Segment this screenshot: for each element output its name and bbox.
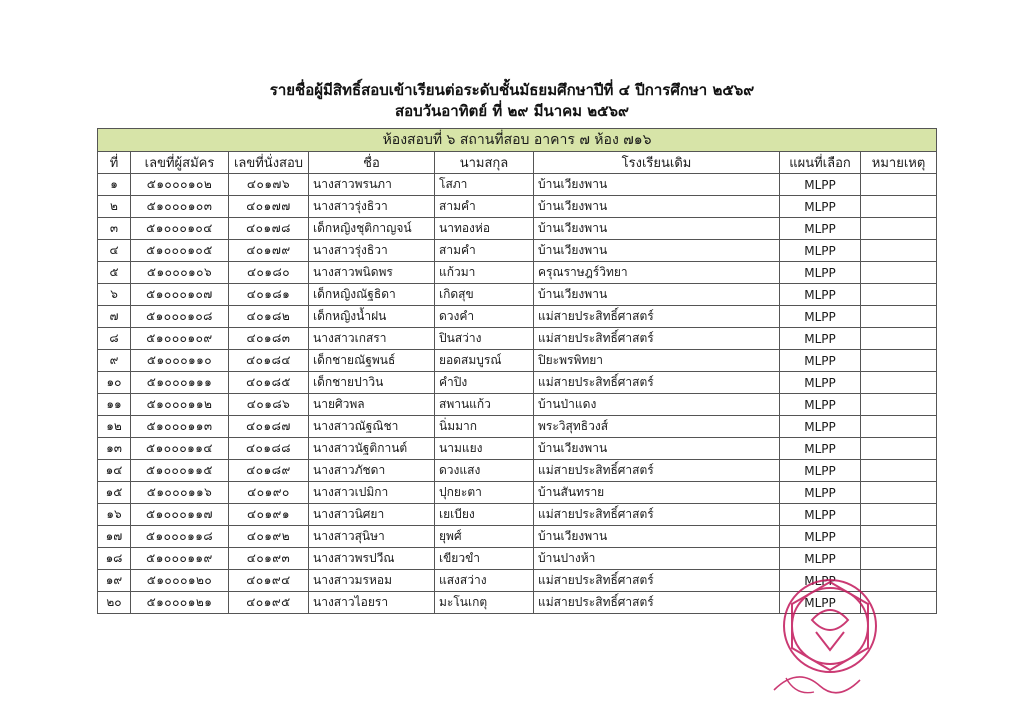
- selected-plan-cell: MLPP: [780, 328, 861, 350]
- table-row: [98, 438, 937, 460]
- seat-number-cell: ๔๐๑๘๐: [229, 262, 309, 284]
- previous-school-cell: บ้านป่าแดง: [534, 394, 780, 416]
- surname-cell: นาทองห่อ: [435, 218, 534, 240]
- note-cell: [861, 504, 937, 526]
- row-number-cell: ๑๙: [98, 570, 131, 592]
- note-cell: [861, 284, 937, 306]
- applicant-number-cell: ๕๑๐๐๐๑๐๒: [131, 174, 229, 196]
- row-number-cell: ๑๗: [98, 526, 131, 548]
- surname-cell: แสงสว่าง: [435, 570, 534, 592]
- applicant-number-cell: ๕๑๐๐๐๑๑๒: [131, 394, 229, 416]
- row-number-cell: ๑๔: [98, 460, 131, 482]
- table-row: [98, 372, 937, 394]
- selected-plan-cell: MLPP: [780, 218, 861, 240]
- table-row: [98, 262, 937, 284]
- previous-school-cell: บ้านปางห้า: [534, 548, 780, 570]
- applicant-number-cell: ๕๑๐๐๐๑๐๗: [131, 284, 229, 306]
- selected-plan-cell: MLPP: [780, 372, 861, 394]
- surname-cell: เขียวขำ: [435, 548, 534, 570]
- column-header-applicant-no: เลขที่ผู้สมัคร: [131, 152, 229, 174]
- candidate-table: [97, 128, 937, 614]
- selected-plan-cell: MLPP: [780, 174, 861, 196]
- first-name-cell: นายศิวพล: [309, 394, 435, 416]
- applicant-number-cell: ๕๑๐๐๐๑๑๔: [131, 438, 229, 460]
- note-cell: [861, 438, 937, 460]
- row-number-cell: ๗: [98, 306, 131, 328]
- seat-number-cell: ๔๐๑๘๒: [229, 306, 309, 328]
- seat-number-cell: ๔๐๑๘๔: [229, 350, 309, 372]
- surname-cell: ดวงคำ: [435, 306, 534, 328]
- note-cell: [861, 482, 937, 504]
- applicant-number-cell: ๕๑๐๐๐๑๑๘: [131, 526, 229, 548]
- previous-school-cell: แม่สายประสิทธิ์ศาสตร์: [534, 592, 780, 614]
- applicant-number-cell: ๕๑๐๐๐๑๐๙: [131, 328, 229, 350]
- applicant-number-cell: ๕๑๐๐๐๑๑๐: [131, 350, 229, 372]
- room-title: ห้องสอบที่ ๖ สถานที่สอบ อาคาร ๗ ห้อง ๗๑๖: [98, 129, 937, 152]
- row-number-cell: ๒๐: [98, 592, 131, 614]
- selected-plan-cell: MLPP: [780, 394, 861, 416]
- first-name-cell: เด็กชายปาวิน: [309, 372, 435, 394]
- applicant-number-cell: ๕๑๐๐๐๑๑๑: [131, 372, 229, 394]
- exam-date: สอบวันอาทิตย์ ที่ ๒๙ มีนาคม ๒๕๖๙: [394, 102, 630, 120]
- seat-number-cell: ๔๐๑๙๒: [229, 526, 309, 548]
- table-row: [98, 394, 937, 416]
- previous-school-cell: แม่สายประสิทธิ์ศาสตร์: [534, 328, 780, 350]
- row-number-cell: ๒: [98, 196, 131, 218]
- first-name-cell: นางสาวรุ่งธิวา: [309, 196, 435, 218]
- previous-school-cell: บ้านเวียงพาน: [534, 240, 780, 262]
- table-row: [98, 328, 937, 350]
- surname-cell: นิ่มมาก: [435, 416, 534, 438]
- column-header-note: หมายเหตุ: [861, 152, 937, 174]
- seat-number-cell: ๔๐๑๗๗: [229, 196, 309, 218]
- table-row: [98, 570, 937, 592]
- previous-school-cell: บ้านเวียงพาน: [534, 196, 780, 218]
- selected-plan-cell: MLPP: [780, 504, 861, 526]
- previous-school-cell: บ้านเวียงพาน: [534, 438, 780, 460]
- selected-plan-cell: MLPP: [780, 284, 861, 306]
- selected-plan-cell: MLPP: [780, 306, 861, 328]
- surname-cell: โสภา: [435, 174, 534, 196]
- note-cell: [861, 196, 937, 218]
- note-cell: [861, 306, 937, 328]
- note-cell: [861, 592, 937, 614]
- table-row: [98, 592, 937, 614]
- surname-cell: คำปิง: [435, 372, 534, 394]
- first-name-cell: นางสาวนิศยา: [309, 504, 435, 526]
- note-cell: [861, 262, 937, 284]
- surname-cell: เยเบียง: [435, 504, 534, 526]
- previous-school-cell: บ้านเวียงพาน: [534, 174, 780, 196]
- document-title: รายชื่อผู้มีสิทธิ์สอบเข้าเรียนต่อระดับชั้นมัธยมศึกษาปีที่ ๔ ปีการศึกษา ๒๕๖๙: [269, 81, 755, 99]
- row-number-cell: ๕: [98, 262, 131, 284]
- first-name-cell: นางสาวพรปวีณ: [309, 548, 435, 570]
- previous-school-cell: บ้านเวียงพาน: [534, 284, 780, 306]
- applicant-number-cell: ๕๑๐๐๐๑๑๙: [131, 548, 229, 570]
- note-cell: [861, 240, 937, 262]
- selected-plan-cell: MLPP: [780, 240, 861, 262]
- seat-number-cell: ๔๐๑๗๖: [229, 174, 309, 196]
- row-number-cell: ๑๘: [98, 548, 131, 570]
- selected-plan-cell: MLPP: [780, 592, 861, 614]
- seat-number-cell: ๔๐๑๙๑: [229, 504, 309, 526]
- first-name-cell: เด็กชายณัฐพนธ์: [309, 350, 435, 372]
- surname-cell: สามคำ: [435, 240, 534, 262]
- previous-school-cell: แม่สายประสิทธิ์ศาสตร์: [534, 372, 780, 394]
- note-cell: [861, 350, 937, 372]
- note-cell: [861, 526, 937, 548]
- table-row: [98, 196, 937, 218]
- table-row: [98, 174, 937, 196]
- selected-plan-cell: MLPP: [780, 570, 861, 592]
- surname-cell: เกิดสุข: [435, 284, 534, 306]
- row-number-cell: ๑๒: [98, 416, 131, 438]
- table-row: [98, 460, 937, 482]
- surname-cell: สามคำ: [435, 196, 534, 218]
- seat-number-cell: ๔๐๑๙๐: [229, 482, 309, 504]
- column-header-no: ที่: [98, 152, 131, 174]
- table-row: [98, 306, 937, 328]
- seat-number-cell: ๔๐๑๘๙: [229, 460, 309, 482]
- row-number-cell: ๑๑: [98, 394, 131, 416]
- previous-school-cell: แม่สายประสิทธิ์ศาสตร์: [534, 460, 780, 482]
- seat-number-cell: ๔๐๑๗๘: [229, 218, 309, 240]
- first-name-cell: นางสาวภัชดา: [309, 460, 435, 482]
- note-cell: [861, 394, 937, 416]
- previous-school-cell: แม่สายประสิทธิ์ศาสตร์: [534, 504, 780, 526]
- first-name-cell: นางสาวไอยรา: [309, 592, 435, 614]
- seat-number-cell: ๔๐๑๘๑: [229, 284, 309, 306]
- note-cell: [861, 328, 937, 350]
- note-cell: [861, 570, 937, 592]
- applicant-number-cell: ๕๑๐๐๐๑๐๖: [131, 262, 229, 284]
- note-cell: [861, 416, 937, 438]
- column-header-surname: นามสกุล: [435, 152, 534, 174]
- note-cell: [861, 174, 937, 196]
- selected-plan-cell: MLPP: [780, 526, 861, 548]
- applicant-number-cell: ๕๑๐๐๐๑๐๘: [131, 306, 229, 328]
- first-name-cell: นางสาวพรนภา: [309, 174, 435, 196]
- seat-number-cell: ๔๐๑๗๙: [229, 240, 309, 262]
- table-row: [98, 504, 937, 526]
- applicant-number-cell: ๕๑๐๐๐๑๑๖: [131, 482, 229, 504]
- first-name-cell: นางสาวเปมิกา: [309, 482, 435, 504]
- column-header-row: [98, 152, 937, 174]
- surname-cell: แก้วมา: [435, 262, 534, 284]
- row-number-cell: ๖: [98, 284, 131, 306]
- applicant-number-cell: ๕๑๐๐๐๑๑๓: [131, 416, 229, 438]
- row-number-cell: ๔: [98, 240, 131, 262]
- applicant-number-cell: ๕๑๐๐๐๑๒๐: [131, 570, 229, 592]
- applicant-number-cell: ๕๑๐๐๐๑๐๕: [131, 240, 229, 262]
- seat-number-cell: ๔๐๑๘๗: [229, 416, 309, 438]
- previous-school-cell: ปิยะพรพิทยา: [534, 350, 780, 372]
- seat-number-cell: ๔๐๑๘๖: [229, 394, 309, 416]
- row-number-cell: ๑๓: [98, 438, 131, 460]
- selected-plan-cell: MLPP: [780, 350, 861, 372]
- surname-cell: ยุพศ์: [435, 526, 534, 548]
- first-name-cell: นางสาวนัฐติกานต์: [309, 438, 435, 460]
- table-row: [98, 218, 937, 240]
- row-number-cell: ๑๐: [98, 372, 131, 394]
- note-cell: [861, 460, 937, 482]
- first-name-cell: นางสาวสุนิษา: [309, 526, 435, 548]
- selected-plan-cell: MLPP: [780, 482, 861, 504]
- row-number-cell: ๘: [98, 328, 131, 350]
- previous-school-cell: พระวิสุทธิวงส์: [534, 416, 780, 438]
- first-name-cell: นางสาวมรหอม: [309, 570, 435, 592]
- note-cell: [861, 548, 937, 570]
- note-cell: [861, 218, 937, 240]
- surname-cell: ยอดสมบูรณ์: [435, 350, 534, 372]
- first-name-cell: เด็กหญิงชุติกาญจน์: [309, 218, 435, 240]
- first-name-cell: นางสาวพนิดพร: [309, 262, 435, 284]
- row-number-cell: ๑๖: [98, 504, 131, 526]
- column-header-name: ชื่อ: [309, 152, 435, 174]
- surname-cell: นามแยง: [435, 438, 534, 460]
- first-name-cell: นางสาวณัฐณิชา: [309, 416, 435, 438]
- table-row: [98, 240, 937, 262]
- table-row: [98, 482, 937, 504]
- surname-cell: ปินสว่าง: [435, 328, 534, 350]
- surname-cell: ดวงแสง: [435, 460, 534, 482]
- row-number-cell: ๙: [98, 350, 131, 372]
- selected-plan-cell: MLPP: [780, 548, 861, 570]
- table-row: [98, 350, 937, 372]
- column-header-seat-no: เลขที่นั่งสอบ: [229, 152, 309, 174]
- previous-school-cell: ครุณราษฎร์วิทยา: [534, 262, 780, 284]
- surname-cell: สพานแก้ว: [435, 394, 534, 416]
- first-name-cell: เด็กหญิงณัฐธิดา: [309, 284, 435, 306]
- first-name-cell: นางสาวรุ่งธิวา: [309, 240, 435, 262]
- selected-plan-cell: MLPP: [780, 262, 861, 284]
- applicant-number-cell: ๕๑๐๐๐๑๑๗: [131, 504, 229, 526]
- selected-plan-cell: MLPP: [780, 438, 861, 460]
- table-row: [98, 416, 937, 438]
- previous-school-cell: แม่สายประสิทธิ์ศาสตร์: [534, 570, 780, 592]
- first-name-cell: เด็กหญิงน้ำฝน: [309, 306, 435, 328]
- selected-plan-cell: MLPP: [780, 416, 861, 438]
- column-header-school: โรงเรียนเดิม: [534, 152, 780, 174]
- row-number-cell: ๑: [98, 174, 131, 196]
- column-header-plan: แผนที่เลือก: [780, 152, 861, 174]
- seat-number-cell: ๔๐๑๙๓: [229, 548, 309, 570]
- table-row: [98, 548, 937, 570]
- selected-plan-cell: MLPP: [780, 196, 861, 218]
- seat-number-cell: ๔๐๑๘๘: [229, 438, 309, 460]
- note-cell: [861, 372, 937, 394]
- row-number-cell: ๓: [98, 218, 131, 240]
- seat-number-cell: ๔๐๑๙๔: [229, 570, 309, 592]
- applicant-number-cell: ๕๑๐๐๐๑๐๓: [131, 196, 229, 218]
- previous-school-cell: บ้านเวียงพาน: [534, 218, 780, 240]
- table-row: [98, 284, 937, 306]
- previous-school-cell: บ้านเวียงพาน: [534, 526, 780, 548]
- surname-cell: ปุกยะตา: [435, 482, 534, 504]
- previous-school-cell: แม่สายประสิทธิ์ศาสตร์: [534, 306, 780, 328]
- surname-cell: มะโนเกตุ: [435, 592, 534, 614]
- previous-school-cell: บ้านสันทราย: [534, 482, 780, 504]
- table-row: [98, 526, 937, 548]
- applicant-number-cell: ๕๑๐๐๐๑๑๕: [131, 460, 229, 482]
- applicant-number-cell: ๕๑๐๐๐๑๒๑: [131, 592, 229, 614]
- applicant-number-cell: ๕๑๐๐๐๑๐๔: [131, 218, 229, 240]
- row-number-cell: ๑๕: [98, 482, 131, 504]
- first-name-cell: นางสาวเกสรา: [309, 328, 435, 350]
- seat-number-cell: ๔๐๑๘๓: [229, 328, 309, 350]
- selected-plan-cell: MLPP: [780, 460, 861, 482]
- seat-number-cell: ๔๐๑๘๕: [229, 372, 309, 394]
- seat-number-cell: ๔๐๑๙๕: [229, 592, 309, 614]
